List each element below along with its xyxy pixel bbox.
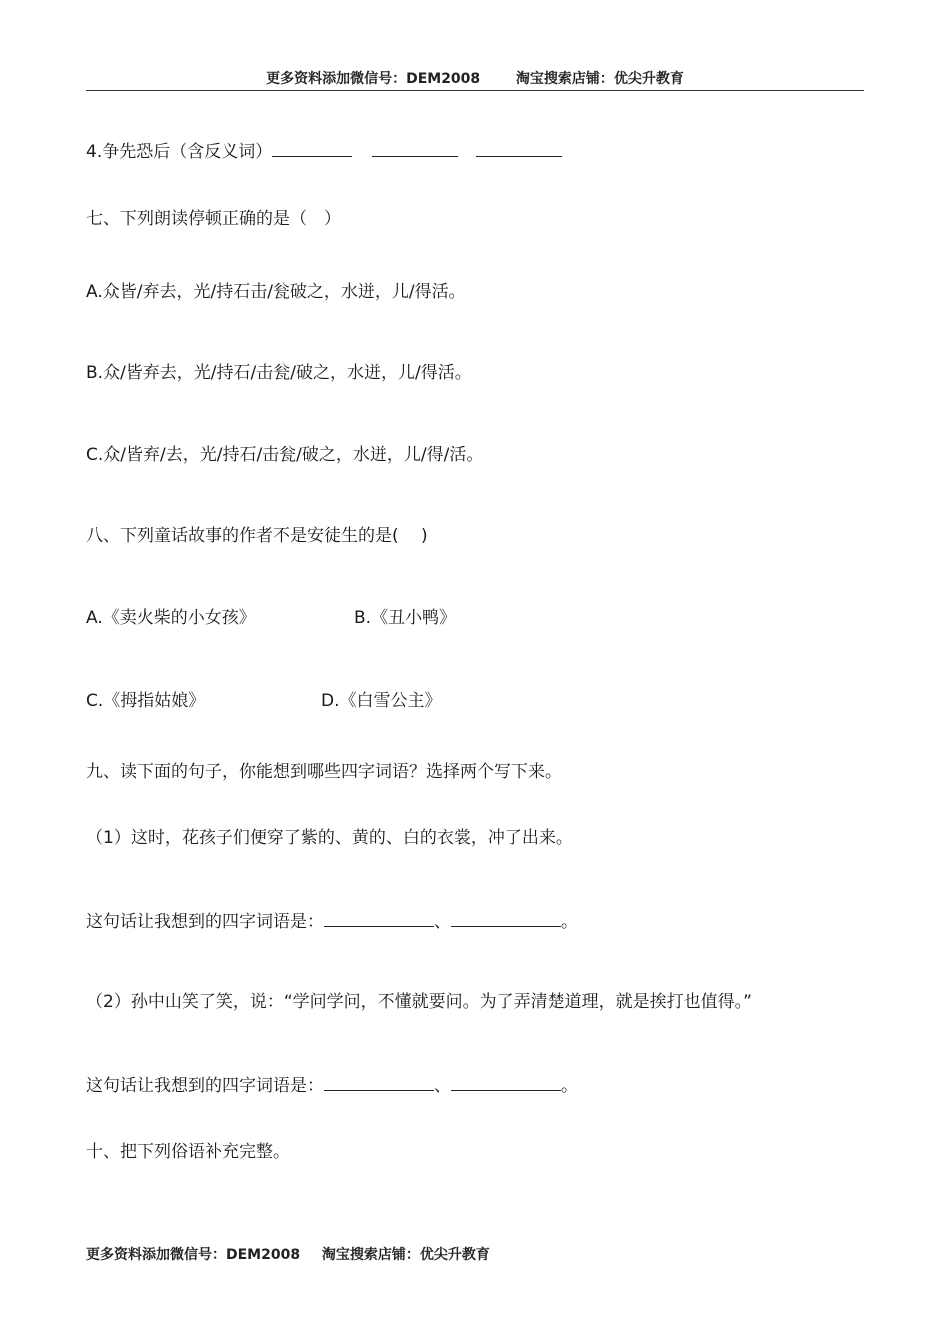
question-8-title: 八、下列童话故事的作者不是安徒生的是( ) bbox=[86, 526, 428, 546]
answer-blank-4[interactable] bbox=[324, 908, 434, 927]
question-9-title: 九、读下面的句子，你能想到哪些四字词语？选择两个写下来。 bbox=[86, 762, 562, 782]
answer-blank-7[interactable] bbox=[451, 1072, 561, 1091]
question-9-sentence-2: （2）孙中山笑了笑，说：“学问学问，不懂就要问。为了弄清楚道理，就是挨打也值得。” bbox=[86, 992, 752, 1012]
footer-taobao: 淘宝搜索店铺：优尖升教育 bbox=[321, 1247, 490, 1263]
question-8-option-c: C.《拇指姑娘》 bbox=[86, 691, 206, 711]
question-7-option-b: B.众/皆弃去，光/持石/击瓮/破之，水迸，儿/得活。 bbox=[86, 363, 472, 383]
header-divider bbox=[86, 90, 864, 91]
period: 。 bbox=[561, 1076, 578, 1096]
question-9-sentence-1: （1）这时，花孩子们便穿了紫的、黄的、白的衣裳，冲了出来。 bbox=[86, 828, 573, 848]
question-7-option-a: A.众皆/弃去，光/持石击/瓮破之，水迸，儿/得活。 bbox=[86, 282, 466, 302]
separator: 、 bbox=[434, 912, 451, 932]
question-8-option-b: B.《丑小鸭》 bbox=[354, 608, 457, 628]
answer-prompt: 这句话让我想到的四字词语是： bbox=[86, 1076, 324, 1096]
separator: 、 bbox=[434, 1076, 451, 1096]
question-9-answer-2 bbox=[86, 1072, 578, 1098]
header-wechat: 更多资料添加微信号：DEM2008 bbox=[266, 71, 481, 87]
question-8-option-a: A.《卖火柴的小女孩》 bbox=[86, 608, 256, 628]
answer-blank-1[interactable] bbox=[272, 138, 352, 157]
question-4-text: 4.争先恐后（含反义词） bbox=[86, 142, 273, 162]
question-7-title: 七、下列朗读停顿正确的是（ ） bbox=[86, 209, 341, 229]
answer-blank-3[interactable] bbox=[476, 138, 562, 157]
footer-wechat: 更多资料添加微信号：DEM2008 bbox=[86, 1247, 301, 1263]
question-7-option-c: C.众/皆弃/去，光/持石/击瓮/破之，水迸，儿/得/活。 bbox=[86, 445, 484, 465]
question-10-title: 十、把下列俗语补充完整。 bbox=[86, 1142, 290, 1162]
answer-blank-5[interactable] bbox=[451, 908, 561, 927]
answer-prompt: 这句话让我想到的四字词语是： bbox=[86, 912, 324, 932]
period: 。 bbox=[561, 912, 578, 932]
header-taobao: 淘宝搜索店铺：优尖升教育 bbox=[515, 71, 684, 87]
question-4 bbox=[86, 138, 562, 164]
answer-blank-2[interactable] bbox=[372, 138, 458, 157]
answer-blank-6[interactable] bbox=[324, 1072, 434, 1091]
question-9-answer-1 bbox=[86, 908, 578, 934]
page-footer bbox=[86, 1244, 490, 1264]
question-8-option-d: D.《白雪公主》 bbox=[321, 691, 442, 711]
page-header bbox=[86, 68, 864, 90]
